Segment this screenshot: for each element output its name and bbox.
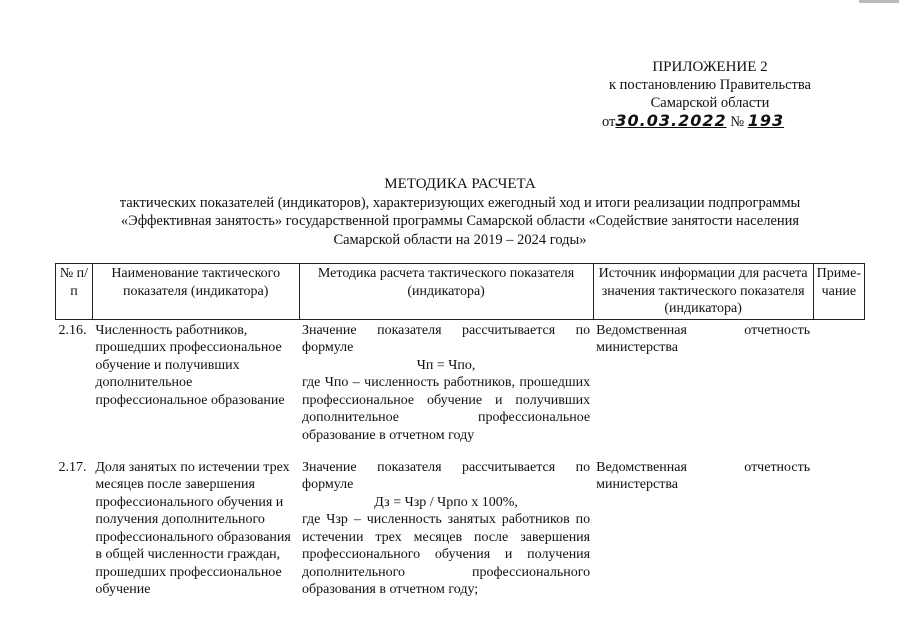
row-source xyxy=(593,457,813,600)
method-description: где Чпо – численность работников, прошедших профессиональное обучение и получивших дополнительное профессиональное образование в отчетном году xyxy=(302,375,591,443)
table-header-row xyxy=(56,264,865,320)
appendix-dateline xyxy=(560,112,860,131)
appendix-heading: ПРИЛОЖЕНИЕ 2 xyxy=(652,59,768,75)
header-note: Приме-чание xyxy=(813,264,864,320)
method-formula: Чп = Чпо, xyxy=(416,357,476,373)
source-word-3: министерства xyxy=(596,477,678,492)
method-intro: Значение показателя рассчитывается по формуле xyxy=(302,322,591,355)
row-name: Доля занятых по истечении трех месяцев после завершения профессионального обучения и получения дополнительного профессионального образования в общей численности граждан, прошедших профессиональное обучение xyxy=(95,459,291,597)
table-row xyxy=(56,457,865,600)
method-description: где Чзр – численность занятых работников по истечении трех месяцев после завершения профессионального обучения и получения дополнительного профессионального образования в отчетном году; xyxy=(302,512,591,597)
document-title xyxy=(60,175,860,249)
header-source: Источник информации для расчета значения тактического показателя (индикатора) xyxy=(593,264,813,320)
method-intro: Значение показателя рассчитывается по формуле xyxy=(302,459,591,492)
header-num: № п/п xyxy=(56,264,93,320)
table-row xyxy=(56,319,865,457)
appendix-line-region: Самарской области xyxy=(650,95,770,111)
method-formula: Дз = Чзр / Чрпо х 100%, xyxy=(374,494,518,510)
title-sub-3: Самарской области на 2019 – 2024 годы» xyxy=(333,231,587,248)
title-sub-2: «Эффективная занятость» государственной программы Самарской области «Содействие занятости населения xyxy=(120,213,800,229)
row-num: 2.16. xyxy=(58,322,87,338)
scan-artifact xyxy=(859,0,899,3)
appendix-line-resolution: к постановлению Правительства xyxy=(609,77,811,93)
date-prefix: от xyxy=(602,114,616,130)
title-sub-1: тактических показателей (индикаторов), характеризующих ежегодный ход и итоги реализации подпрограммы xyxy=(119,194,801,211)
header-name: Наименование тактического показателя (индикатора) xyxy=(92,264,299,320)
row-source xyxy=(593,319,813,457)
source-word-1: Ведомственная xyxy=(596,459,687,475)
row-num: 2.17. xyxy=(58,459,87,475)
header-method: Методика расчета тактического показателя (индикатора) xyxy=(299,264,593,320)
title-main: МЕТОДИКА РАСЧЕТА xyxy=(384,176,536,192)
row-method xyxy=(299,457,593,600)
number-label: № xyxy=(730,114,745,130)
handwritten-number: 193 xyxy=(747,111,785,130)
source-word-1: Ведомственная xyxy=(596,322,687,338)
row-note xyxy=(813,457,864,600)
indicators-table xyxy=(55,263,865,600)
source-word-2: отчетность xyxy=(744,322,811,338)
source-word-3: министерства xyxy=(596,340,678,355)
indicators-table-wrap xyxy=(55,263,865,600)
source-word-2: отчетность xyxy=(744,459,811,475)
handwritten-date: 30.03.2022 xyxy=(615,111,727,130)
row-note xyxy=(813,319,864,457)
appendix-header xyxy=(560,58,860,131)
row-name: Численность работников, прошедших профессиональное обучение и получивших дополнительное профессиональное образование xyxy=(95,322,285,408)
row-method xyxy=(299,319,593,457)
